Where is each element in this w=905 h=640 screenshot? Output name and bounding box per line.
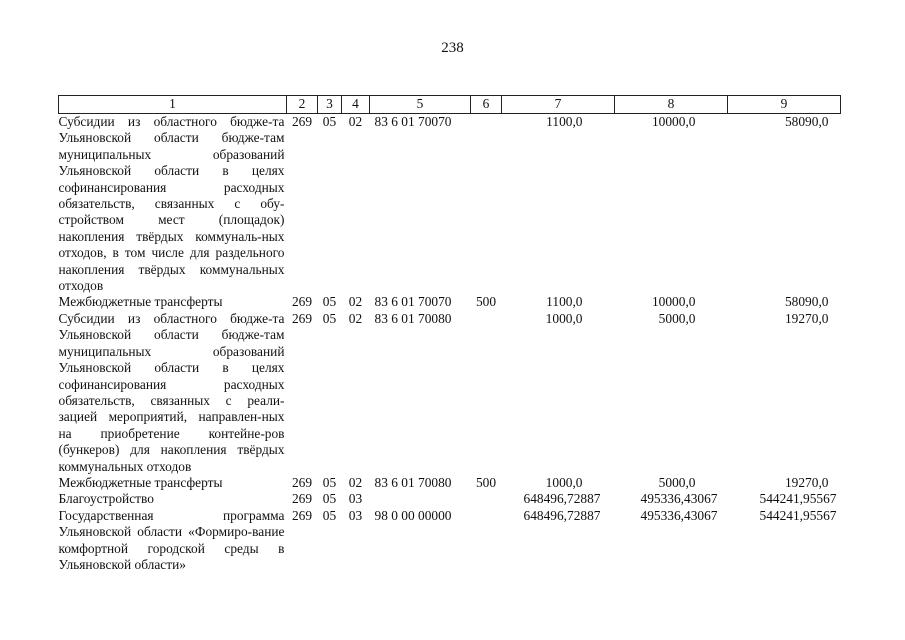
subsection-code: 03 (348, 507, 363, 523)
subsection-code: 02 (348, 114, 363, 129)
expense-type-code (471, 491, 502, 507)
expense-type-code (471, 508, 502, 574)
table-header-row (59, 96, 841, 114)
column-header: 7 (502, 96, 615, 114)
expense-type-code (471, 114, 502, 295)
column-header: 3 (318, 96, 342, 114)
value-col8: 495336,43067 (640, 507, 718, 523)
section-code: 05 (322, 114, 337, 129)
table-row (59, 491, 841, 507)
column-header: 6 (471, 96, 502, 114)
value-col7: 648496,72887 (523, 491, 601, 507)
row-name: Государственная программа Ульяновской области «Формиро-вание комфортной городской среды в Ульяновской области» (58, 507, 285, 572)
value-col8: 10000,0 (651, 114, 696, 129)
subsection-code: 02 (348, 474, 363, 490)
target-article-code: 83 6 01 70070 (374, 114, 452, 129)
subsection-code: 02 (348, 294, 363, 310)
grbs-code: 269 (291, 491, 313, 507)
value-col8: 5000,0 (658, 310, 696, 326)
value-col9: 544241,95567 (759, 491, 837, 507)
value-col7: 1000,0 (545, 310, 583, 326)
grbs-code: 269 (291, 310, 313, 326)
target-article-code: 83 6 01 70080 (374, 310, 452, 326)
value-col9: 58090,0 (784, 114, 829, 129)
row-name: Межбюджетные трансферты (58, 294, 223, 310)
value-col7: 648496,72887 (523, 507, 601, 523)
subsection-code: 03 (348, 491, 363, 507)
page-number: 238 (441, 40, 464, 56)
column-header: 8 (615, 96, 728, 114)
table-row (59, 508, 841, 574)
table-row (59, 475, 841, 491)
target-article-code: 98 0 00 00000 (374, 507, 452, 523)
section-code: 05 (322, 310, 337, 326)
table-row (59, 311, 841, 475)
value-col8: 495336,43067 (640, 491, 718, 507)
section-code: 05 (322, 491, 337, 507)
section-code: 05 (322, 294, 337, 310)
value-col7: 1100,0 (546, 294, 583, 310)
budget-table (58, 95, 841, 573)
table-row (59, 114, 841, 295)
target-article-code: 83 6 01 70070 (374, 294, 452, 310)
value-col9: 19270,0 (784, 310, 829, 326)
table-row (59, 294, 841, 310)
row-name: Субсидии из областного бюдже-та Ульяновской области бюдже-там муниципальных образований Ульяновской области в целях софинансирования расходных обязательств, связанных с реали-зацией мероприятий, направлен-ных на приобретение контейне-ров (бункеров) для накопления твёрдых коммунальных отходов (58, 310, 285, 474)
value-col8: 10000,0 (651, 294, 696, 310)
expense-type-code: 500 (475, 474, 497, 490)
value-col7: 1100,0 (546, 114, 583, 129)
value-col9: 19270,0 (784, 474, 829, 490)
grbs-code: 269 (291, 474, 313, 490)
grbs-code: 269 (291, 294, 313, 310)
column-header: 9 (728, 96, 841, 114)
subsection-code: 02 (348, 310, 363, 326)
row-name: Благоустройство (58, 491, 154, 507)
section-code: 05 (322, 474, 337, 490)
column-header: 5 (370, 96, 471, 114)
value-col9: 544241,95567 (759, 507, 837, 523)
expense-type-code: 500 (475, 294, 497, 310)
value-col7: 1000,0 (545, 474, 583, 490)
column-header: 1 (59, 96, 287, 114)
column-header: 4 (342, 96, 370, 114)
grbs-code: 269 (291, 507, 313, 523)
value-col8: 5000,0 (658, 474, 696, 490)
row-name: Субсидии из областного бюдже-та Ульяновской области бюдже-там муниципальных образований Ульяновской области в целях софинансирования расходных обязательств, связанных с обу-стройством мест (площадок) накопления твёрдых коммуналь-ных отходов, в том числе для раздельного накопления твёрдых коммунальных отходов (58, 114, 285, 294)
section-code: 05 (322, 507, 337, 523)
value-col9: 58090,0 (784, 294, 829, 310)
target-article-code (370, 491, 471, 507)
grbs-code: 269 (291, 114, 313, 129)
target-article-code: 83 6 01 70080 (374, 474, 452, 490)
expense-type-code (471, 311, 502, 475)
column-header: 2 (287, 96, 318, 114)
row-name: Межбюджетные трансферты (58, 474, 223, 490)
